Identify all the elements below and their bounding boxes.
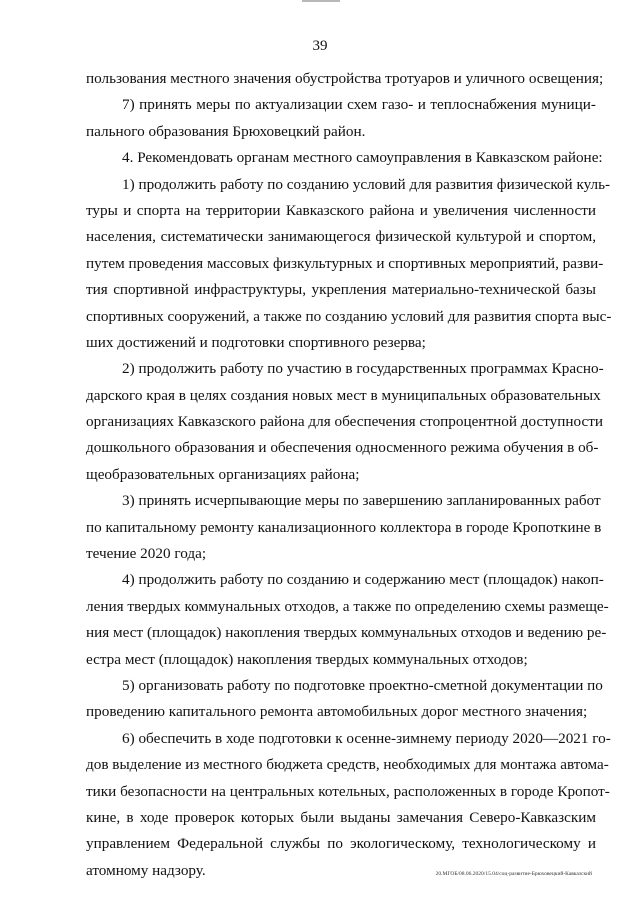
text-line: проведению капитального ремонта автомобильных дорог местного значения; xyxy=(86,703,588,721)
text-line: ления твердых коммунальных отходов, а также по определению схемы размеще- xyxy=(86,597,609,615)
text-line: пользования местного значения обустройства тротуаров и уличного освещения; xyxy=(86,70,604,87)
scan-edge-mark xyxy=(302,0,340,2)
text-line: щеобразовательных организациях района; xyxy=(86,465,360,483)
text-line: пального образования Брюховецкий район. xyxy=(86,122,366,140)
text-line: ния мест (площадок) накопления твердых коммунальных отходов и ведению ре- xyxy=(86,624,607,642)
text-line: естра мест (площадок) накопления твердых коммунальных отходов; xyxy=(86,650,528,668)
footer-file-reference: 20.МГОБ/08.06.2020/15.04/соц-развитие-Брюховецкий-Кавказский xyxy=(435,871,592,877)
text-line: атомному надзору. xyxy=(86,861,206,879)
text-line: 5) организовать работу по подготовке проектно-сметной документации по xyxy=(122,676,603,694)
text-line: 4) продолжить работу по созданию и содержанию мест (площадок) накоп- xyxy=(122,571,604,589)
text-line: 4. Рекомендовать органам местного самоуправления в Кавказском районе: xyxy=(122,149,603,167)
text-line: 1) продолжить работу по созданию условий для развития физической куль- xyxy=(122,175,611,193)
body-text xyxy=(86,66,612,884)
text-line: дарского края в целях создания новых мест в муниципальных образовательных xyxy=(86,386,601,404)
text-line: дошкольного образования и обеспечения односменного режима обучения в об- xyxy=(86,439,599,457)
text-line: управлением Федеральной службы по экологическому, технологическому и xyxy=(86,835,596,853)
page-number: 39 xyxy=(312,38,328,54)
text-line: 2) продолжить работу по участию в государственных программах Красно- xyxy=(122,360,604,378)
text-line: тия спортивной инфраструктуры, укрепления материально-технической базы xyxy=(86,281,596,299)
text-line: спортивных сооружений, а также по созданию условий для развития спорта выс- xyxy=(86,307,612,325)
text-line: течение 2020 года; xyxy=(86,545,207,563)
text-line: 3) принять исчерпывающие меры по завершению запланированных работ xyxy=(122,492,601,510)
text-line: туры и спорта на территории Кавказского района и увеличения численности xyxy=(86,201,596,219)
text-line: путем проведения массовых физкультурных и спортивных мероприятий, разви- xyxy=(86,254,604,272)
text-line: 6) обеспечить в ходе подготовки к осенне-зимнему периоду 2020—2021 го- xyxy=(122,729,611,747)
text-line: тики безопасности на центральных котельных, расположенных в городе Кропот- xyxy=(86,782,610,800)
text-line: 7) принять меры по актуализации схем газо- и теплоснабжения муници- xyxy=(122,96,596,114)
text-line: ших достижений и подготовки спортивного резерва; xyxy=(86,333,426,351)
text-line: населения, систематически занимающегося физической культурой и спортом, xyxy=(86,228,596,246)
text-line: дов выделение из местного бюджета средств, необходимых для монтажа автома- xyxy=(86,756,609,774)
text-line: организациях Кавказского района для обеспечения стопроцентной доступности xyxy=(86,413,603,431)
text-line: по капитальному ремонту канализационного коллектора в городе Кропоткине в xyxy=(86,518,602,536)
text-line: кине, в ходе проверок которых были выданы замечания Северо-Кавказским xyxy=(86,808,596,826)
